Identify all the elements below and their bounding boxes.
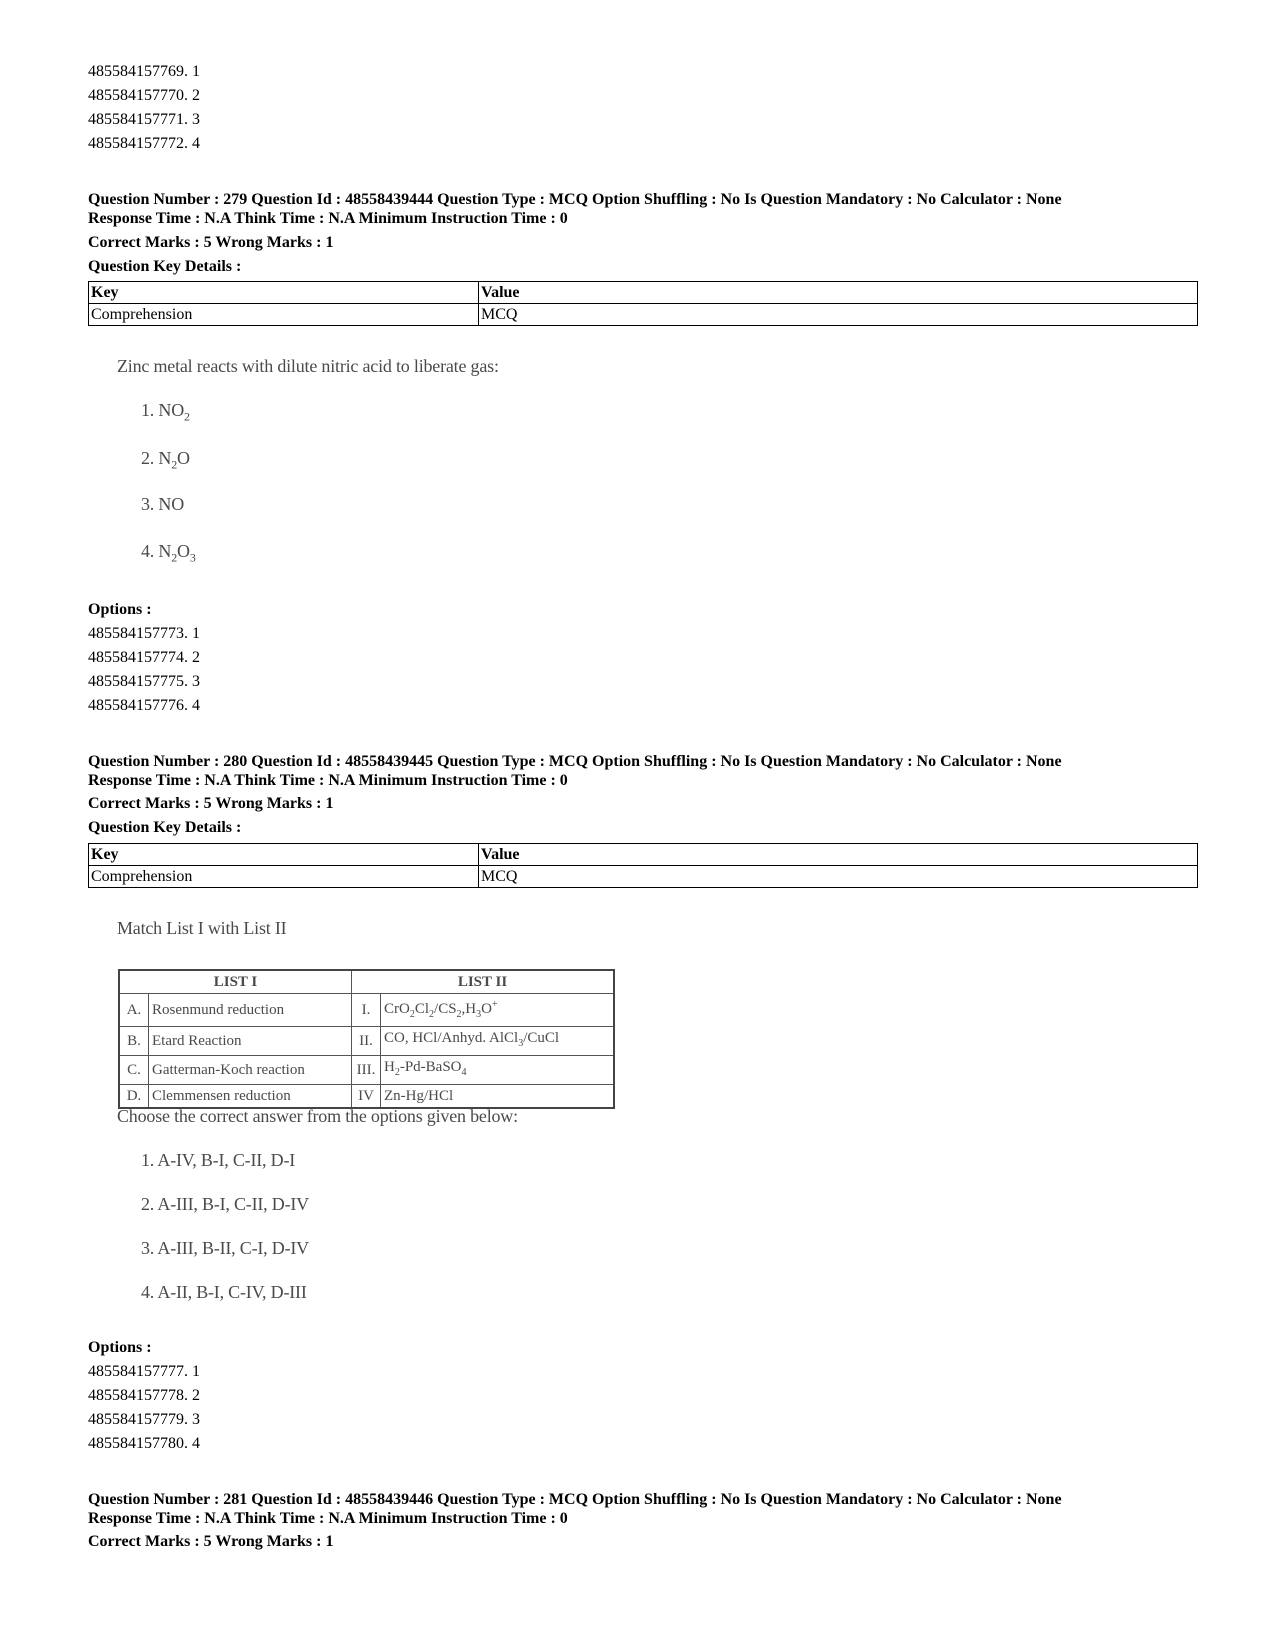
instruction-text: Choose the correct answer from the options given below: (117, 1106, 518, 1126)
option-line: 485584157777. 1 (88, 1363, 200, 1380)
marks-line: Correct Marks : 5 Wrong Marks : 1 (88, 234, 334, 251)
reagent-cell: $CrO_2Cl_2/CS_2,H_3O^+$ (381, 994, 615, 1027)
answer-choice: 2. A-III, B-I, C-II, D-IV (141, 1194, 309, 1214)
answer-choice: 4. $N_2O_3$ (141, 541, 196, 565)
answer-choice: 1. A-IV, B-I, C-II, D-I (141, 1150, 296, 1170)
option-line: 485584157780. 4 (88, 1435, 200, 1452)
answer-choice: 1. $NO_2$ (141, 400, 190, 424)
question-header (88, 190, 1208, 228)
value-header: Value (479, 282, 1198, 304)
question-meta-line: Question Number : 279 Question Id : 48558439444 Question Type : MCQ Option Shuffling : No Is Question Mandatory : No Calculator : None (88, 191, 1062, 208)
option-line: 485584157770. 2 (88, 87, 200, 104)
marks-line: Correct Marks : 5 Wrong Marks : 1 (88, 1533, 334, 1550)
value-header: Value (479, 844, 1198, 866)
options-label: Options : (88, 1339, 152, 1356)
key-details-table (88, 281, 1198, 326)
question-header (88, 1490, 1208, 1528)
question-text: Match List I with List II (117, 918, 287, 938)
question-text: Zinc metal reacts with dilute nitric acid to liberate gas: (117, 356, 499, 376)
answer-choice: 3. NO (141, 494, 185, 514)
question-timing-line: Response Time : N.A Think Time : N.A Minimum Instruction Time : 0 (88, 210, 568, 227)
option-line: 485584157775. 3 (88, 673, 200, 690)
value-cell: MCQ (479, 304, 1198, 326)
list2-header: LIST II (352, 970, 615, 994)
option-line: 485584157772. 4 (88, 135, 200, 152)
question-meta-line: Question Number : 281 Question Id : 48558439446 Question Type : MCQ Option Shuffling : No Is Question Mandatory : No Calculator : None (88, 1491, 1062, 1508)
option-line: 485584157773. 1 (88, 625, 200, 642)
match-table (118, 969, 615, 1109)
match-row: A. Rosenmund reduction I. $CrO_2Cl_2/CS_2,H_3O^+$ (119, 994, 614, 1027)
key-details-label: Question Key Details : (88, 258, 242, 275)
reagent-cell: CO, HCl/Anhyd. AlCl$_3$/CuCl (381, 1027, 615, 1056)
key-header: Key (89, 844, 479, 866)
key-cell: Comprehension (89, 304, 479, 326)
key-cell: Comprehension (89, 866, 479, 888)
option-line: 485584157778. 2 (88, 1387, 200, 1404)
option-line: 485584157779. 3 (88, 1411, 200, 1428)
option-line: 485584157771. 3 (88, 111, 200, 128)
key-header: Key (89, 282, 479, 304)
options-label: Options : (88, 601, 152, 618)
list1-header: LIST I (119, 970, 352, 994)
question-header (88, 752, 1208, 790)
option-line: 485584157776. 4 (88, 697, 200, 714)
marks-line: Correct Marks : 5 Wrong Marks : 1 (88, 795, 334, 812)
key-details-label: Question Key Details : (88, 819, 242, 836)
answer-choice: 2. $N_2O$ (141, 448, 190, 472)
answer-choice: 3. A-III, B-II, C-I, D-IV (141, 1238, 309, 1258)
question-meta-line: Question Number : 280 Question Id : 48558439445 Question Type : MCQ Option Shuffling : No Is Question Mandatory : No Calculator : None (88, 753, 1062, 770)
option-line: 485584157769. 1 (88, 63, 200, 80)
match-row: B. Etard Reaction II. CO, HCl/Anhyd. AlCl$_3$/CuCl (119, 1027, 614, 1056)
option-line: 485584157774. 2 (88, 649, 200, 666)
reagent-cell: Zn-Hg/HCl (381, 1085, 615, 1109)
value-cell: MCQ (479, 866, 1198, 888)
match-row: D. Clemmensen reduction IV Zn-Hg/HCl (119, 1085, 614, 1109)
key-details-table (88, 843, 1198, 888)
match-row: C. Gatterman-Koch reaction III. $H_2-Pd-BaSO_4$ (119, 1056, 614, 1085)
reagent-cell: $H_2-Pd-BaSO_4$ (381, 1056, 615, 1085)
answer-choice: 4. A-II, B-I, C-IV, D-III (141, 1282, 307, 1302)
question-timing-line: Response Time : N.A Think Time : N.A Minimum Instruction Time : 0 (88, 772, 568, 789)
question-timing-line: Response Time : N.A Think Time : N.A Minimum Instruction Time : 0 (88, 1510, 568, 1527)
